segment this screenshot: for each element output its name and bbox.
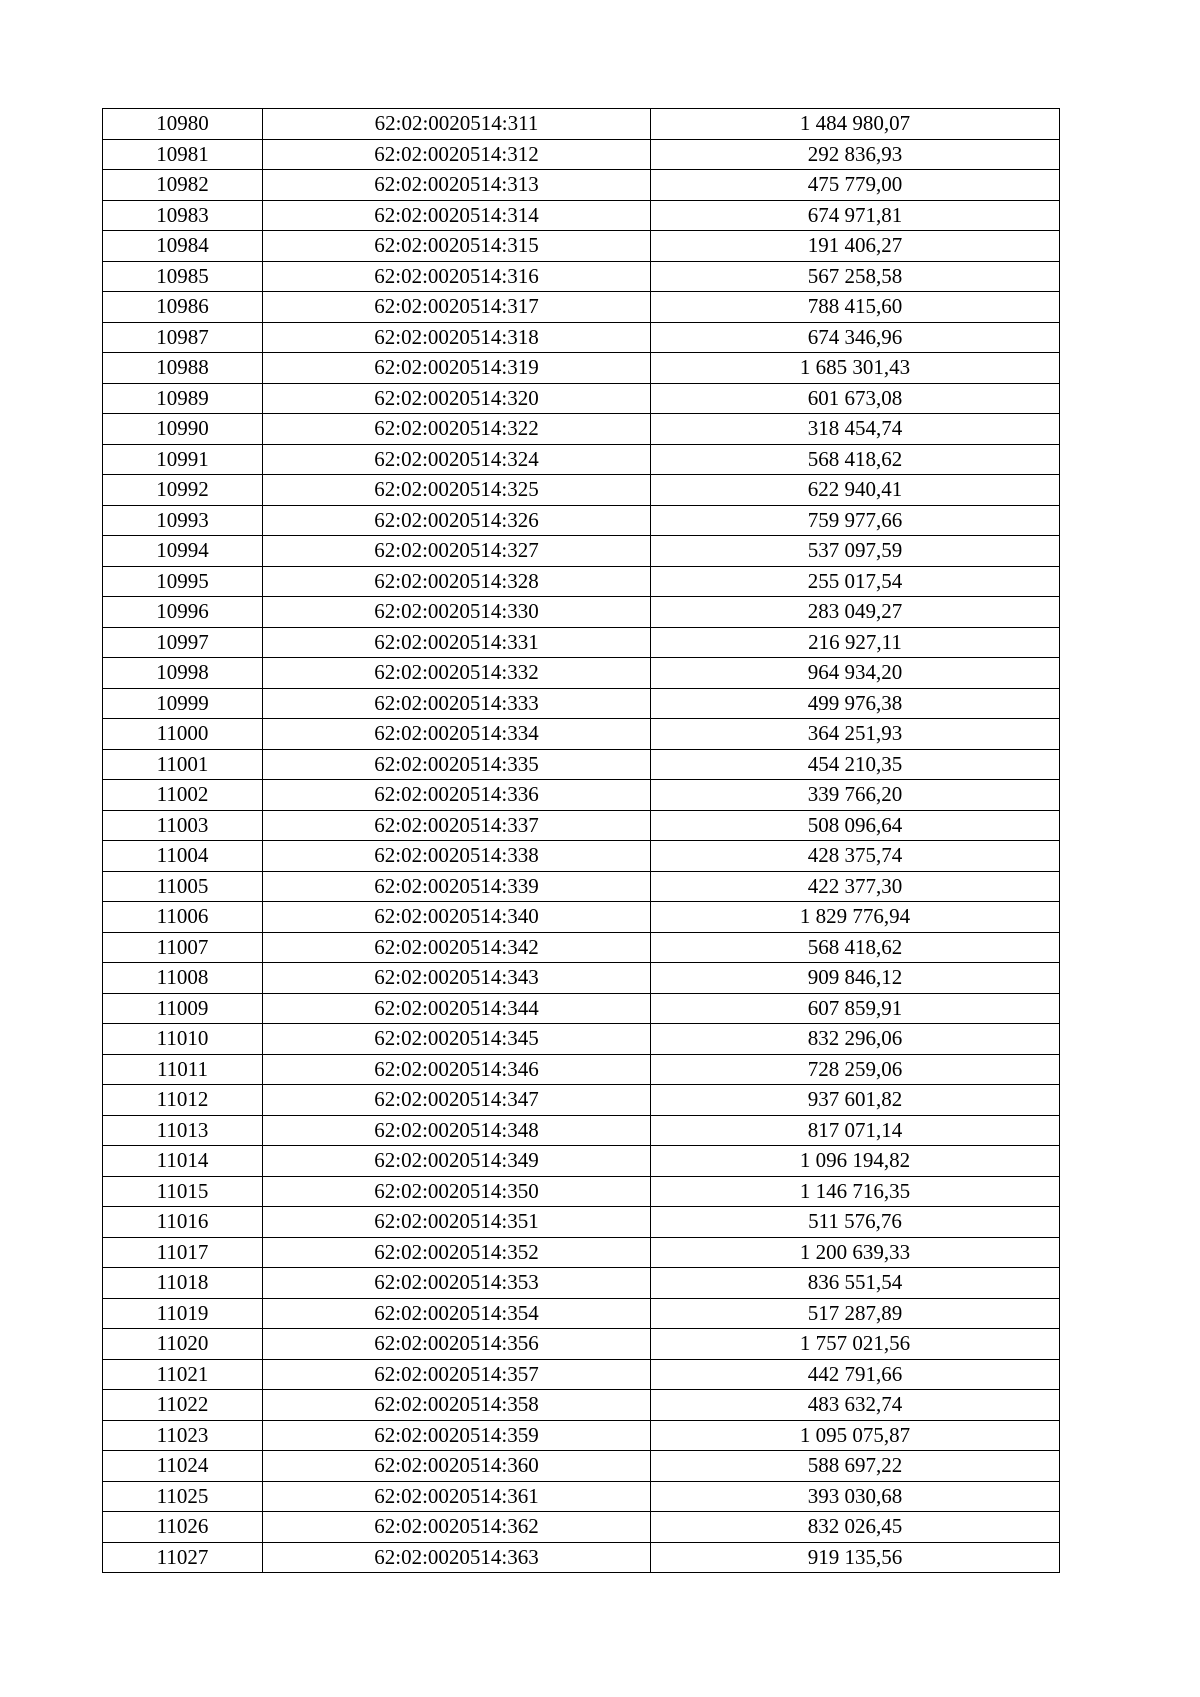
cadastral-number-cell: 62:02:0020514:324 bbox=[263, 444, 651, 475]
row-number-cell: 10991 bbox=[103, 444, 263, 475]
row-number-cell: 10987 bbox=[103, 322, 263, 353]
cadastral-value-cell: 442 791,66 bbox=[651, 1359, 1060, 1390]
cadastral-value-cell: 1 095 075,87 bbox=[651, 1420, 1060, 1451]
table-row bbox=[103, 1512, 1060, 1543]
row-number-cell: 10989 bbox=[103, 383, 263, 414]
table-row bbox=[103, 749, 1060, 780]
cadastral-number-cell: 62:02:0020514:315 bbox=[263, 231, 651, 262]
cadastral-number-cell: 62:02:0020514:332 bbox=[263, 658, 651, 689]
table-row bbox=[103, 1146, 1060, 1177]
table-row bbox=[103, 1237, 1060, 1268]
row-number-cell: 11008 bbox=[103, 963, 263, 994]
cadastral-number-cell: 62:02:0020514:320 bbox=[263, 383, 651, 414]
cadastral-value-cell: 483 632,74 bbox=[651, 1390, 1060, 1421]
row-number-cell: 11021 bbox=[103, 1359, 263, 1390]
cadastral-number-cell: 62:02:0020514:358 bbox=[263, 1390, 651, 1421]
cadastral-value-cell: 817 071,14 bbox=[651, 1115, 1060, 1146]
row-number-cell: 10986 bbox=[103, 292, 263, 323]
row-number-cell: 10992 bbox=[103, 475, 263, 506]
cadastral-number-cell: 62:02:0020514:328 bbox=[263, 566, 651, 597]
cadastral-value-cell: 292 836,93 bbox=[651, 139, 1060, 170]
table-row bbox=[103, 963, 1060, 994]
cadastral-value-cell: 475 779,00 bbox=[651, 170, 1060, 201]
cadastral-number-cell: 62:02:0020514:327 bbox=[263, 536, 651, 567]
table-row bbox=[103, 871, 1060, 902]
table-row bbox=[103, 1085, 1060, 1116]
cadastral-number-cell: 62:02:0020514:363 bbox=[263, 1542, 651, 1573]
row-number-cell: 11018 bbox=[103, 1268, 263, 1299]
table-row bbox=[103, 109, 1060, 140]
cadastral-value-cell: 937 601,82 bbox=[651, 1085, 1060, 1116]
cadastral-value-cell: 919 135,56 bbox=[651, 1542, 1060, 1573]
table-row bbox=[103, 353, 1060, 384]
row-number-cell: 11023 bbox=[103, 1420, 263, 1451]
cadastral-value-cell: 588 697,22 bbox=[651, 1451, 1060, 1482]
table-row bbox=[103, 719, 1060, 750]
cadastral-number-cell: 62:02:0020514:338 bbox=[263, 841, 651, 872]
row-number-cell: 10984 bbox=[103, 231, 263, 262]
row-number-cell: 11009 bbox=[103, 993, 263, 1024]
row-number-cell: 11016 bbox=[103, 1207, 263, 1238]
table-row bbox=[103, 627, 1060, 658]
table-row bbox=[103, 1481, 1060, 1512]
cadastral-value-cell: 832 026,45 bbox=[651, 1512, 1060, 1543]
table-row bbox=[103, 658, 1060, 689]
cadastral-number-cell: 62:02:0020514:349 bbox=[263, 1146, 651, 1177]
row-number-cell: 10990 bbox=[103, 414, 263, 445]
cadastral-value-cell: 622 940,41 bbox=[651, 475, 1060, 506]
row-number-cell: 11003 bbox=[103, 810, 263, 841]
table-row bbox=[103, 1298, 1060, 1329]
row-number-cell: 11002 bbox=[103, 780, 263, 811]
cadastral-number-cell: 62:02:0020514:317 bbox=[263, 292, 651, 323]
table-body bbox=[103, 109, 1060, 1573]
cadastral-number-cell: 62:02:0020514:318 bbox=[263, 322, 651, 353]
cadastral-value-cell: 607 859,91 bbox=[651, 993, 1060, 1024]
cadastral-number-cell: 62:02:0020514:362 bbox=[263, 1512, 651, 1543]
cadastral-value-cell: 428 375,74 bbox=[651, 841, 1060, 872]
cadastral-value-cell: 191 406,27 bbox=[651, 231, 1060, 262]
cadastral-number-cell: 62:02:0020514:354 bbox=[263, 1298, 651, 1329]
row-number-cell: 11005 bbox=[103, 871, 263, 902]
cadastral-value-cell: 1 146 716,35 bbox=[651, 1176, 1060, 1207]
cadastral-number-cell: 62:02:0020514:359 bbox=[263, 1420, 651, 1451]
table-row bbox=[103, 322, 1060, 353]
cadastral-value-cell: 568 418,62 bbox=[651, 444, 1060, 475]
row-number-cell: 10995 bbox=[103, 566, 263, 597]
cadastral-number-cell: 62:02:0020514:361 bbox=[263, 1481, 651, 1512]
cadastral-value-cell: 283 049,27 bbox=[651, 597, 1060, 628]
row-number-cell: 11025 bbox=[103, 1481, 263, 1512]
cadastral-value-cell: 537 097,59 bbox=[651, 536, 1060, 567]
cadastral-number-cell: 62:02:0020514:322 bbox=[263, 414, 651, 445]
row-number-cell: 10997 bbox=[103, 627, 263, 658]
table-row bbox=[103, 383, 1060, 414]
cadastral-value-cell: 508 096,64 bbox=[651, 810, 1060, 841]
table-row bbox=[103, 1054, 1060, 1085]
cadastral-number-cell: 62:02:0020514:357 bbox=[263, 1359, 651, 1390]
row-number-cell: 11014 bbox=[103, 1146, 263, 1177]
row-number-cell: 11013 bbox=[103, 1115, 263, 1146]
table-row bbox=[103, 902, 1060, 933]
row-number-cell: 10996 bbox=[103, 597, 263, 628]
table-row bbox=[103, 1359, 1060, 1390]
cadastral-value-cell: 1 757 021,56 bbox=[651, 1329, 1060, 1360]
cadastral-value-cell: 517 287,89 bbox=[651, 1298, 1060, 1329]
table-row bbox=[103, 1420, 1060, 1451]
row-number-cell: 10999 bbox=[103, 688, 263, 719]
cadastral-value-cell: 964 934,20 bbox=[651, 658, 1060, 689]
cadastral-value-cell: 255 017,54 bbox=[651, 566, 1060, 597]
row-number-cell: 11011 bbox=[103, 1054, 263, 1085]
table-row bbox=[103, 139, 1060, 170]
cadastral-number-cell: 62:02:0020514:344 bbox=[263, 993, 651, 1024]
cadastral-number-cell: 62:02:0020514:345 bbox=[263, 1024, 651, 1055]
cadastral-value-cell: 216 927,11 bbox=[651, 627, 1060, 658]
cadastral-number-cell: 62:02:0020514:337 bbox=[263, 810, 651, 841]
cadastral-number-cell: 62:02:0020514:356 bbox=[263, 1329, 651, 1360]
table-row bbox=[103, 414, 1060, 445]
row-number-cell: 11017 bbox=[103, 1237, 263, 1268]
cadastral-value-cell: 1 484 980,07 bbox=[651, 109, 1060, 140]
cadastral-number-cell: 62:02:0020514:346 bbox=[263, 1054, 651, 1085]
row-number-cell: 11004 bbox=[103, 841, 263, 872]
row-number-cell: 11026 bbox=[103, 1512, 263, 1543]
cadastral-value-cell: 1 096 194,82 bbox=[651, 1146, 1060, 1177]
table-row bbox=[103, 170, 1060, 201]
cadastral-value-cell: 674 971,81 bbox=[651, 200, 1060, 231]
row-number-cell: 10982 bbox=[103, 170, 263, 201]
cadastral-value-cell: 832 296,06 bbox=[651, 1024, 1060, 1055]
row-number-cell: 11024 bbox=[103, 1451, 263, 1482]
cadastral-number-cell: 62:02:0020514:336 bbox=[263, 780, 651, 811]
table-row bbox=[103, 200, 1060, 231]
cadastral-number-cell: 62:02:0020514:312 bbox=[263, 139, 651, 170]
cadastral-number-cell: 62:02:0020514:325 bbox=[263, 475, 651, 506]
cadastral-value-table bbox=[102, 108, 1060, 1573]
cadastral-value-cell: 499 976,38 bbox=[651, 688, 1060, 719]
cadastral-number-cell: 62:02:0020514:326 bbox=[263, 505, 651, 536]
row-number-cell: 11020 bbox=[103, 1329, 263, 1360]
row-number-cell: 11007 bbox=[103, 932, 263, 963]
table-row bbox=[103, 292, 1060, 323]
table-row bbox=[103, 1329, 1060, 1360]
table-row bbox=[103, 231, 1060, 262]
cadastral-value-cell: 788 415,60 bbox=[651, 292, 1060, 323]
cadastral-value-cell: 1 200 639,33 bbox=[651, 1237, 1060, 1268]
cadastral-value-cell: 836 551,54 bbox=[651, 1268, 1060, 1299]
cadastral-number-cell: 62:02:0020514:360 bbox=[263, 1451, 651, 1482]
cadastral-number-cell: 62:02:0020514:334 bbox=[263, 719, 651, 750]
cadastral-number-cell: 62:02:0020514:350 bbox=[263, 1176, 651, 1207]
cadastral-number-cell: 62:02:0020514:343 bbox=[263, 963, 651, 994]
row-number-cell: 10980 bbox=[103, 109, 263, 140]
row-number-cell: 10998 bbox=[103, 658, 263, 689]
cadastral-number-cell: 62:02:0020514:348 bbox=[263, 1115, 651, 1146]
row-number-cell: 10981 bbox=[103, 139, 263, 170]
row-number-cell: 11022 bbox=[103, 1390, 263, 1421]
table-row bbox=[103, 1268, 1060, 1299]
cadastral-number-cell: 62:02:0020514:330 bbox=[263, 597, 651, 628]
row-number-cell: 11012 bbox=[103, 1085, 263, 1116]
cadastral-value-cell: 364 251,93 bbox=[651, 719, 1060, 750]
cadastral-value-cell: 909 846,12 bbox=[651, 963, 1060, 994]
table-row bbox=[103, 1542, 1060, 1573]
cadastral-number-cell: 62:02:0020514:314 bbox=[263, 200, 651, 231]
row-number-cell: 10993 bbox=[103, 505, 263, 536]
cadastral-number-cell: 62:02:0020514:351 bbox=[263, 1207, 651, 1238]
cadastral-number-cell: 62:02:0020514:353 bbox=[263, 1268, 651, 1299]
table-row bbox=[103, 536, 1060, 567]
row-number-cell: 11015 bbox=[103, 1176, 263, 1207]
row-number-cell: 10985 bbox=[103, 261, 263, 292]
cadastral-value-cell: 601 673,08 bbox=[651, 383, 1060, 414]
row-number-cell: 11006 bbox=[103, 902, 263, 933]
table-row bbox=[103, 841, 1060, 872]
cadastral-value-cell: 568 418,62 bbox=[651, 932, 1060, 963]
row-number-cell: 11000 bbox=[103, 719, 263, 750]
cadastral-value-cell: 393 030,68 bbox=[651, 1481, 1060, 1512]
table-row bbox=[103, 1115, 1060, 1146]
table-row bbox=[103, 932, 1060, 963]
table-row bbox=[103, 597, 1060, 628]
row-number-cell: 10983 bbox=[103, 200, 263, 231]
row-number-cell: 10988 bbox=[103, 353, 263, 384]
table-row bbox=[103, 566, 1060, 597]
cadastral-value-cell: 318 454,74 bbox=[651, 414, 1060, 445]
table-row bbox=[103, 1024, 1060, 1055]
cadastral-value-cell: 339 766,20 bbox=[651, 780, 1060, 811]
cadastral-number-cell: 62:02:0020514:311 bbox=[263, 109, 651, 140]
cadastral-number-cell: 62:02:0020514:347 bbox=[263, 1085, 651, 1116]
table-row bbox=[103, 475, 1060, 506]
cadastral-value-cell: 454 210,35 bbox=[651, 749, 1060, 780]
cadastral-value-cell: 511 576,76 bbox=[651, 1207, 1060, 1238]
cadastral-number-cell: 62:02:0020514:319 bbox=[263, 353, 651, 384]
cadastral-number-cell: 62:02:0020514:340 bbox=[263, 902, 651, 933]
cadastral-number-cell: 62:02:0020514:331 bbox=[263, 627, 651, 658]
cadastral-value-cell: 1 685 301,43 bbox=[651, 353, 1060, 384]
cadastral-number-cell: 62:02:0020514:339 bbox=[263, 871, 651, 902]
row-number-cell: 11010 bbox=[103, 1024, 263, 1055]
row-number-cell: 11019 bbox=[103, 1298, 263, 1329]
cadastral-number-cell: 62:02:0020514:313 bbox=[263, 170, 651, 201]
row-number-cell: 11027 bbox=[103, 1542, 263, 1573]
table-row bbox=[103, 688, 1060, 719]
table-row bbox=[103, 505, 1060, 536]
table-row bbox=[103, 1176, 1060, 1207]
table-row bbox=[103, 993, 1060, 1024]
table-row bbox=[103, 780, 1060, 811]
cadastral-number-cell: 62:02:0020514:333 bbox=[263, 688, 651, 719]
row-number-cell: 10994 bbox=[103, 536, 263, 567]
table-row bbox=[103, 1390, 1060, 1421]
table-row bbox=[103, 1451, 1060, 1482]
row-number-cell: 11001 bbox=[103, 749, 263, 780]
cadastral-value-cell: 728 259,06 bbox=[651, 1054, 1060, 1085]
cadastral-number-cell: 62:02:0020514:316 bbox=[263, 261, 651, 292]
table-row bbox=[103, 810, 1060, 841]
cadastral-number-cell: 62:02:0020514:342 bbox=[263, 932, 651, 963]
cadastral-value-cell: 674 346,96 bbox=[651, 322, 1060, 353]
cadastral-value-cell: 567 258,58 bbox=[651, 261, 1060, 292]
table-row bbox=[103, 1207, 1060, 1238]
cadastral-value-cell: 759 977,66 bbox=[651, 505, 1060, 536]
table-row bbox=[103, 261, 1060, 292]
table-row bbox=[103, 444, 1060, 475]
cadastral-number-cell: 62:02:0020514:352 bbox=[263, 1237, 651, 1268]
cadastral-number-cell: 62:02:0020514:335 bbox=[263, 749, 651, 780]
cadastral-value-cell: 422 377,30 bbox=[651, 871, 1060, 902]
cadastral-value-cell: 1 829 776,94 bbox=[651, 902, 1060, 933]
